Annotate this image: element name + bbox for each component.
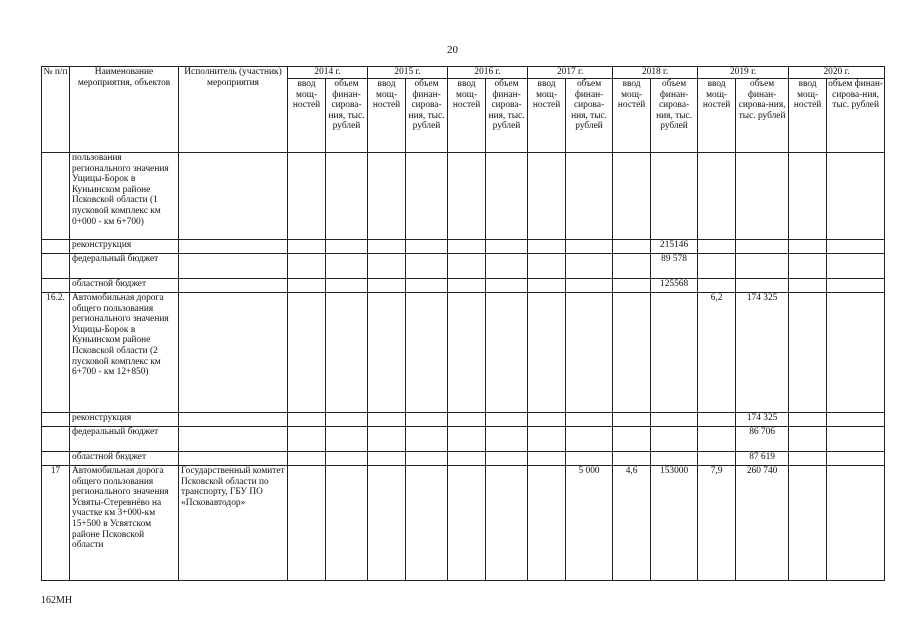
table-row bbox=[42, 413, 885, 427]
cell-volume: 87 619 bbox=[736, 452, 789, 466]
table-row bbox=[42, 293, 885, 413]
cell-input bbox=[368, 153, 406, 240]
header-input: ввод мощ-ностей bbox=[448, 79, 486, 153]
header-volume: объем финан-сирова-ния, тыс. рублей bbox=[326, 79, 368, 153]
row-name: реконструкция bbox=[70, 240, 179, 254]
cell-input bbox=[698, 240, 736, 254]
cell-input bbox=[698, 153, 736, 240]
header-year-2020: 2020 г. bbox=[789, 67, 885, 79]
cell-input bbox=[448, 452, 486, 466]
cell-volume bbox=[326, 254, 368, 279]
cell-volume bbox=[406, 413, 448, 427]
footer-code: 162МН bbox=[41, 595, 73, 606]
cell-input bbox=[368, 254, 406, 279]
cell-volume bbox=[406, 293, 448, 413]
cell-input bbox=[448, 413, 486, 427]
cell-volume bbox=[566, 452, 613, 466]
cell-input bbox=[789, 452, 827, 466]
row-name: областной бюджет bbox=[70, 279, 179, 293]
row-name: Автомобильная дорога общего пользования регионального значения Ущицы-Борок в Куньинском районе Псковской области (2 пусковой комплекс км 6+700 - км 12+850) bbox=[70, 293, 179, 413]
cell-input bbox=[698, 279, 736, 293]
cell-input bbox=[288, 279, 326, 293]
cell-input bbox=[528, 254, 566, 279]
row-executor bbox=[179, 427, 288, 452]
cell-volume bbox=[566, 293, 613, 413]
cell-volume bbox=[406, 153, 448, 240]
cell-volume: 89 578 bbox=[651, 254, 698, 279]
cell-volume bbox=[651, 293, 698, 413]
row-num: 16.2. bbox=[42, 293, 70, 413]
cell-input bbox=[528, 452, 566, 466]
header-input: ввод мощ-ностей bbox=[698, 79, 736, 153]
row-executor: Государственный комитет Псковской области по транспорту, ГБУ ПО «Псковавтодор» bbox=[179, 466, 288, 581]
cell-volume bbox=[326, 427, 368, 452]
cell-input bbox=[288, 240, 326, 254]
header-volume: объем финан-сирова-ния, тыс. рублей bbox=[827, 79, 885, 153]
cell-input bbox=[613, 427, 651, 452]
cell-input bbox=[288, 153, 326, 240]
cell-input bbox=[368, 240, 406, 254]
cell-volume bbox=[326, 293, 368, 413]
cell-volume bbox=[827, 153, 885, 240]
header-name: Наименование мероприятия, объектов bbox=[70, 67, 179, 153]
header-volume: объем финан-сирова-ния, тыс. рублей bbox=[651, 79, 698, 153]
row-executor bbox=[179, 279, 288, 293]
header-num: № п/п bbox=[42, 67, 70, 153]
row-executor bbox=[179, 293, 288, 413]
cell-volume bbox=[651, 153, 698, 240]
cell-input bbox=[613, 279, 651, 293]
cell-volume: 5 000 bbox=[566, 466, 613, 581]
cell-input bbox=[613, 413, 651, 427]
table-row bbox=[42, 254, 885, 279]
cell-volume: 153000 bbox=[651, 466, 698, 581]
row-num bbox=[42, 413, 70, 427]
cell-volume: 125568 bbox=[651, 279, 698, 293]
cell-volume bbox=[736, 153, 789, 240]
table-row bbox=[42, 466, 885, 581]
cell-input bbox=[288, 413, 326, 427]
cell-volume bbox=[827, 254, 885, 279]
cell-volume bbox=[326, 452, 368, 466]
cell-volume bbox=[406, 427, 448, 452]
cell-volume bbox=[566, 427, 613, 452]
cell-volume bbox=[736, 279, 789, 293]
header-year-2014: 2014 г. bbox=[288, 67, 368, 79]
cell-volume bbox=[736, 240, 789, 254]
cell-input bbox=[448, 279, 486, 293]
cell-volume bbox=[651, 427, 698, 452]
cell-volume: 174 325 bbox=[736, 293, 789, 413]
cell-input bbox=[288, 452, 326, 466]
cell-input bbox=[613, 254, 651, 279]
cell-input bbox=[698, 452, 736, 466]
cell-input bbox=[448, 153, 486, 240]
cell-volume bbox=[827, 413, 885, 427]
cell-input bbox=[789, 153, 827, 240]
row-name: пользования регионального значения Ущицы-Борок в Куньинском районе Псковской области (1 пусковой комплекс км 0+000 - км 6+700) bbox=[70, 153, 179, 240]
table-row bbox=[42, 452, 885, 466]
header-volume: объем финан-сирова-ния, тыс. рублей bbox=[486, 79, 528, 153]
cell-volume bbox=[486, 240, 528, 254]
row-num bbox=[42, 427, 70, 452]
cell-volume: 260 740 bbox=[736, 466, 789, 581]
cell-volume bbox=[326, 240, 368, 254]
row-executor bbox=[179, 254, 288, 279]
cell-input bbox=[288, 466, 326, 581]
cell-volume bbox=[651, 413, 698, 427]
cell-input bbox=[528, 153, 566, 240]
cell-input bbox=[789, 240, 827, 254]
row-num bbox=[42, 240, 70, 254]
cell-volume bbox=[827, 279, 885, 293]
header-year-2019: 2019 г. bbox=[698, 67, 789, 79]
table-row bbox=[42, 153, 885, 240]
cell-input bbox=[528, 466, 566, 581]
table-body bbox=[42, 153, 885, 581]
cell-volume bbox=[566, 413, 613, 427]
table-row bbox=[42, 279, 885, 293]
cell-volume bbox=[827, 466, 885, 581]
cell-input: 6,2 bbox=[698, 293, 736, 413]
cell-input bbox=[368, 466, 406, 581]
cell-input bbox=[448, 293, 486, 413]
cell-volume bbox=[326, 279, 368, 293]
cell-volume bbox=[406, 452, 448, 466]
cell-input bbox=[613, 452, 651, 466]
row-num bbox=[42, 452, 70, 466]
cell-volume bbox=[486, 153, 528, 240]
row-num: 17 bbox=[42, 466, 70, 581]
cell-volume bbox=[486, 452, 528, 466]
cell-volume bbox=[486, 293, 528, 413]
cell-volume: 174 325 bbox=[736, 413, 789, 427]
cell-volume bbox=[736, 254, 789, 279]
cell-input bbox=[368, 452, 406, 466]
cell-volume bbox=[406, 240, 448, 254]
row-name: реконструкция bbox=[70, 413, 179, 427]
cell-input: 7,9 bbox=[698, 466, 736, 581]
row-num bbox=[42, 279, 70, 293]
cell-volume bbox=[486, 466, 528, 581]
row-name: Автомобильная дорога общего пользования регионального значения Усвяты-Стеревнёво на участке км 3+000-км 15+500 в Усвятском районе Псковской области bbox=[70, 466, 179, 581]
cell-input bbox=[789, 427, 827, 452]
cell-input bbox=[288, 293, 326, 413]
header-executor: Исполнитель (участник) мероприятия bbox=[179, 67, 288, 153]
cell-input bbox=[368, 427, 406, 452]
cell-input bbox=[789, 279, 827, 293]
cell-volume bbox=[566, 240, 613, 254]
header-input: ввод мощ-ностей bbox=[368, 79, 406, 153]
cell-input bbox=[528, 413, 566, 427]
row-executor bbox=[179, 240, 288, 254]
cell-input bbox=[613, 293, 651, 413]
table-row bbox=[42, 240, 885, 254]
row-num bbox=[42, 254, 70, 279]
header-input: ввод мощ-ностей bbox=[789, 79, 827, 153]
table-row bbox=[42, 427, 885, 452]
header-volume: объем финан-сирова-ния, тыс. рублей bbox=[406, 79, 448, 153]
cell-volume bbox=[566, 153, 613, 240]
header-input: ввод мощ-ностей bbox=[528, 79, 566, 153]
cell-input bbox=[613, 240, 651, 254]
cell-volume bbox=[651, 452, 698, 466]
cell-input bbox=[698, 413, 736, 427]
cell-volume bbox=[406, 254, 448, 279]
cell-volume bbox=[827, 293, 885, 413]
cell-input bbox=[448, 254, 486, 279]
budget-table bbox=[41, 66, 885, 581]
cell-input bbox=[528, 293, 566, 413]
cell-input bbox=[368, 413, 406, 427]
page-number: 20 bbox=[447, 44, 458, 56]
cell-input bbox=[528, 240, 566, 254]
cell-input bbox=[288, 427, 326, 452]
cell-input bbox=[448, 466, 486, 581]
cell-input bbox=[789, 466, 827, 581]
header-year-2015: 2015 г. bbox=[368, 67, 448, 79]
header-input: ввод мощ-ностей bbox=[613, 79, 651, 153]
cell-volume bbox=[406, 279, 448, 293]
row-name: федеральный бюджет bbox=[70, 427, 179, 452]
row-executor bbox=[179, 413, 288, 427]
cell-volume: 215146 bbox=[651, 240, 698, 254]
row-executor bbox=[179, 153, 288, 240]
cell-input bbox=[368, 279, 406, 293]
row-name: федеральный бюджет bbox=[70, 254, 179, 279]
row-name: областной бюджет bbox=[70, 452, 179, 466]
cell-volume bbox=[566, 254, 613, 279]
table-header bbox=[42, 67, 885, 153]
cell-input bbox=[789, 413, 827, 427]
header-input: ввод мощ-ностей bbox=[288, 79, 326, 153]
row-executor bbox=[179, 452, 288, 466]
cell-volume bbox=[486, 427, 528, 452]
cell-volume bbox=[827, 452, 885, 466]
row-num bbox=[42, 153, 70, 240]
cell-volume bbox=[566, 279, 613, 293]
cell-volume bbox=[486, 279, 528, 293]
cell-volume: 86 706 bbox=[736, 427, 789, 452]
cell-input bbox=[613, 153, 651, 240]
cell-input bbox=[528, 279, 566, 293]
cell-input bbox=[789, 293, 827, 413]
cell-input bbox=[368, 293, 406, 413]
cell-input bbox=[448, 427, 486, 452]
cell-volume bbox=[326, 153, 368, 240]
cell-volume bbox=[486, 413, 528, 427]
header-year-2016: 2016 г. bbox=[448, 67, 528, 79]
cell-volume bbox=[827, 427, 885, 452]
cell-volume bbox=[406, 466, 448, 581]
cell-input bbox=[528, 427, 566, 452]
cell-input: 4,6 bbox=[613, 466, 651, 581]
cell-input bbox=[789, 254, 827, 279]
cell-volume bbox=[827, 240, 885, 254]
cell-input bbox=[448, 240, 486, 254]
header-year-2017: 2017 г. bbox=[528, 67, 613, 79]
cell-input bbox=[288, 254, 326, 279]
cell-volume bbox=[326, 413, 368, 427]
header-year-2018: 2018 г. bbox=[613, 67, 698, 79]
cell-volume bbox=[326, 466, 368, 581]
header-volume: объем финан-сирова-ния, тыс. рублей bbox=[736, 79, 789, 153]
cell-volume bbox=[486, 254, 528, 279]
header-volume: объем финан-сирова-ния, тыс. рублей bbox=[566, 79, 613, 153]
cell-input bbox=[698, 427, 736, 452]
cell-input bbox=[698, 254, 736, 279]
